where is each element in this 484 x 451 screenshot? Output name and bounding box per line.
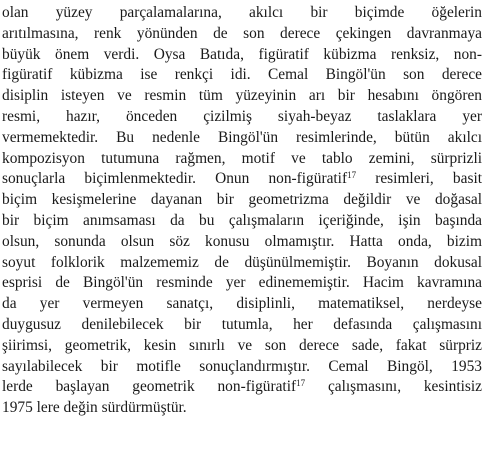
text-line: kompozisyon tutumuna rağmen, motif ve tablo zemini, sürprizli: [2, 149, 482, 167]
footnote-ref: 17: [347, 170, 357, 181]
text-line: olan yüzey parçalamalarına, akılcı bir biçimde öğelerin: [2, 4, 482, 21]
text-line: şiirimsi, geometrik, kesin sınırlı ve son derece sade, fakat sürpriz: [2, 336, 482, 354]
text-line: disiplin isteyen ve resmin tüm yüzeyinin arı bir hesabını öngören: [2, 87, 482, 105]
text-line: sonuçlarla biçimlenmektedir. Onun non-figüratif$^{17}$ resimleri, basit: [2, 170, 482, 188]
text-line: biçim kesişmelerine dayanan bir geometrizma değildir ve doğasal: [2, 191, 482, 209]
text-line: arıtılmasına, renk yönünden de son derece çekingen davranmaya: [2, 24, 482, 42]
text-line: da yer vermeyen sanatçı, disiplinli, matematiksel, nerdeyse: [2, 295, 482, 313]
text-line: resmi, hazır, önceden çizilmiş siyah-beyaz taslaklara yer: [2, 107, 482, 125]
text-line: figüratif kübizma ise renkçi idi. Cemal Bingöl'ün son derece: [2, 66, 482, 84]
text-line-last: 1975 lere değin sürdürmüştür.: [2, 399, 187, 417]
text-line: sayılabilecek bir motifle sonuçlandırmıştır. Cemal Bingöl, 1953: [2, 357, 482, 375]
text-line: olsun, sonunda olsun söz konusu olmamıştır. Hatta onda, bizim: [2, 232, 482, 250]
footnote-ref: 17: [296, 378, 306, 389]
text-line: lerde başlayan geometrik non-figüratif$^{17}$ çalışmasını, kesintisiz: [2, 378, 483, 396]
text-line: duygusuz denilebilecek bir tutumla, her defasında çalışmasını: [2, 315, 482, 333]
text-line: esprisi de Bingöl'ün resminde yer edinememiştir. Hacim kavramına: [2, 274, 482, 292]
body-paragraph: [2, 3, 482, 419]
text-line: vermemektedir. Bu nedenle Bingöl'ün resimlerinde, bütün akılcı: [2, 128, 482, 146]
text-line: bir biçim anımsaması da bu çalışmaların içeriğinde, işin başında: [2, 211, 482, 229]
text-line: soyut folklorik malzememiz de düşünülmemiştir. Boyanın dokusal: [2, 253, 482, 271]
text-line: büyük önem verdi. Oysa Batıda, figüratif kübizma renksiz, non-: [2, 45, 482, 63]
